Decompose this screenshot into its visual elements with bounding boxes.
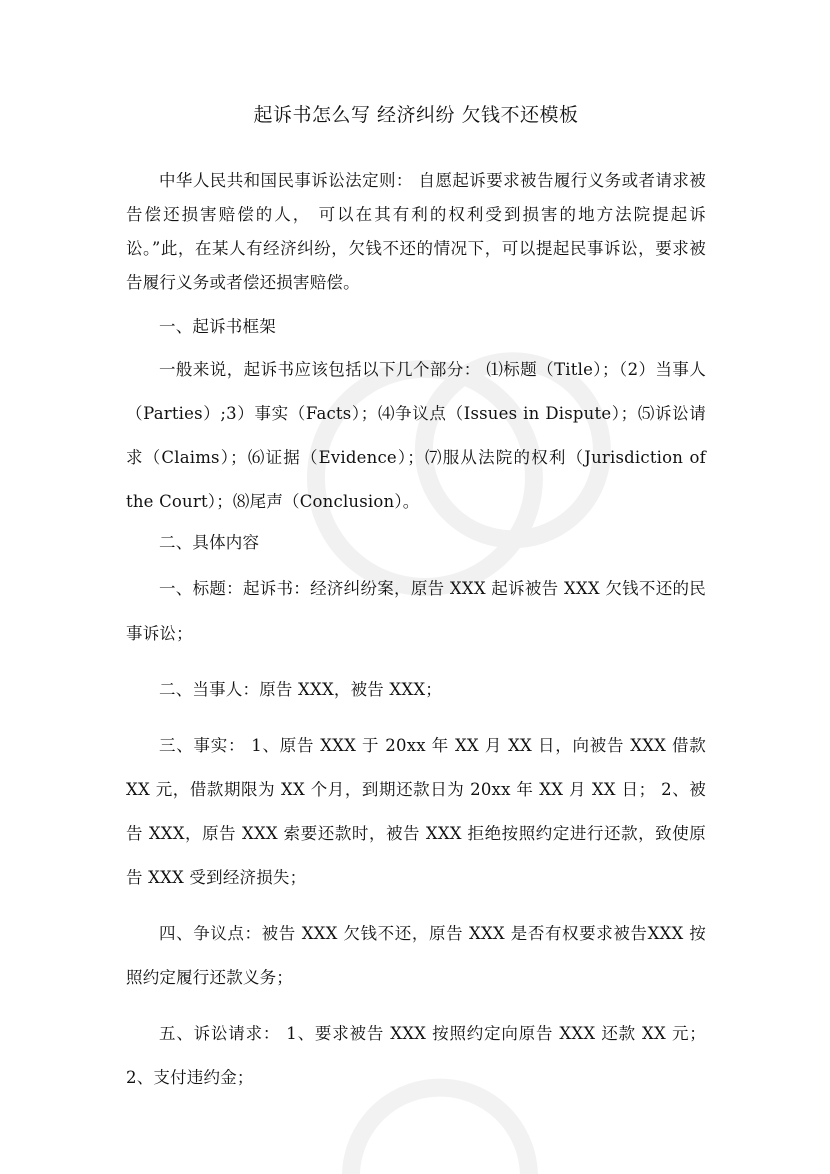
intro-paragraph: 中华人民共和国民事诉讼法定则： 自愿起诉要求被告履行义务或者请求被告偿还损害赔偿的人， 可以在其有利的权利受到损害的地方法院提起诉讼。”此，在某人有经济纠纷，欠钱不还的情况下，可以提起民事诉讼，要求被告履行义务或者偿还损害赔偿。 xyxy=(126,171,706,292)
section-heading-content: 二、具体内容 xyxy=(159,533,260,552)
claims-paragraph: 五、诉讼请求： 1、要求被告 XXX 按照约定向原告 XXX 还款 XX 元；2、支付违约金； xyxy=(126,1024,706,1087)
parties-paragraph: 二、当事人：原告 XXX，被告 XXX； xyxy=(159,680,442,699)
dispute-paragraph: 四、争议点：被告 XXX 欠钱不还，原告 XXX 是否有权要求被告XXX 按照约定履行还款义务； xyxy=(126,924,706,987)
document-body xyxy=(126,100,706,1100)
document-title: 起诉书怎么写 经济纠纷 欠钱不还模板 xyxy=(253,104,579,126)
section-heading-framework: 一、起诉书框架 xyxy=(159,317,276,336)
framework-paragraph: 一般来说，起诉书应该包括以下几个部分： ⑴标题（Title）；（2）当事人（Parties）;3）事实（Facts）；⑷争议点（Issues in Dispute）；⑸诉讼请求（Claims）；⑹证据（Evidence）；⑺服从法院的权利（Jurisdiction of the Court）；⑻尾声（Conclusion）。 xyxy=(126,360,706,511)
content-title-paragraph: 一、标题：起诉书：经济纠纷案，原告 XXX 起诉被告 XXX 欠钱不还的民事诉讼； xyxy=(126,579,706,643)
facts-paragraph: 三、事实： 1、原告 XXX 于 20xx 年 XX 月 XX 日，向被告 XXX 借款XX 元，借款期限为 XX 个月，到期还款日为 20xx 年 XX 月 XX 日； 2、被告 XXX，原告 XXX 索要还款时，被告 XXX 拒绝按照约定进行还款，致使原告 XXX 受到经济损失； xyxy=(126,736,706,887)
